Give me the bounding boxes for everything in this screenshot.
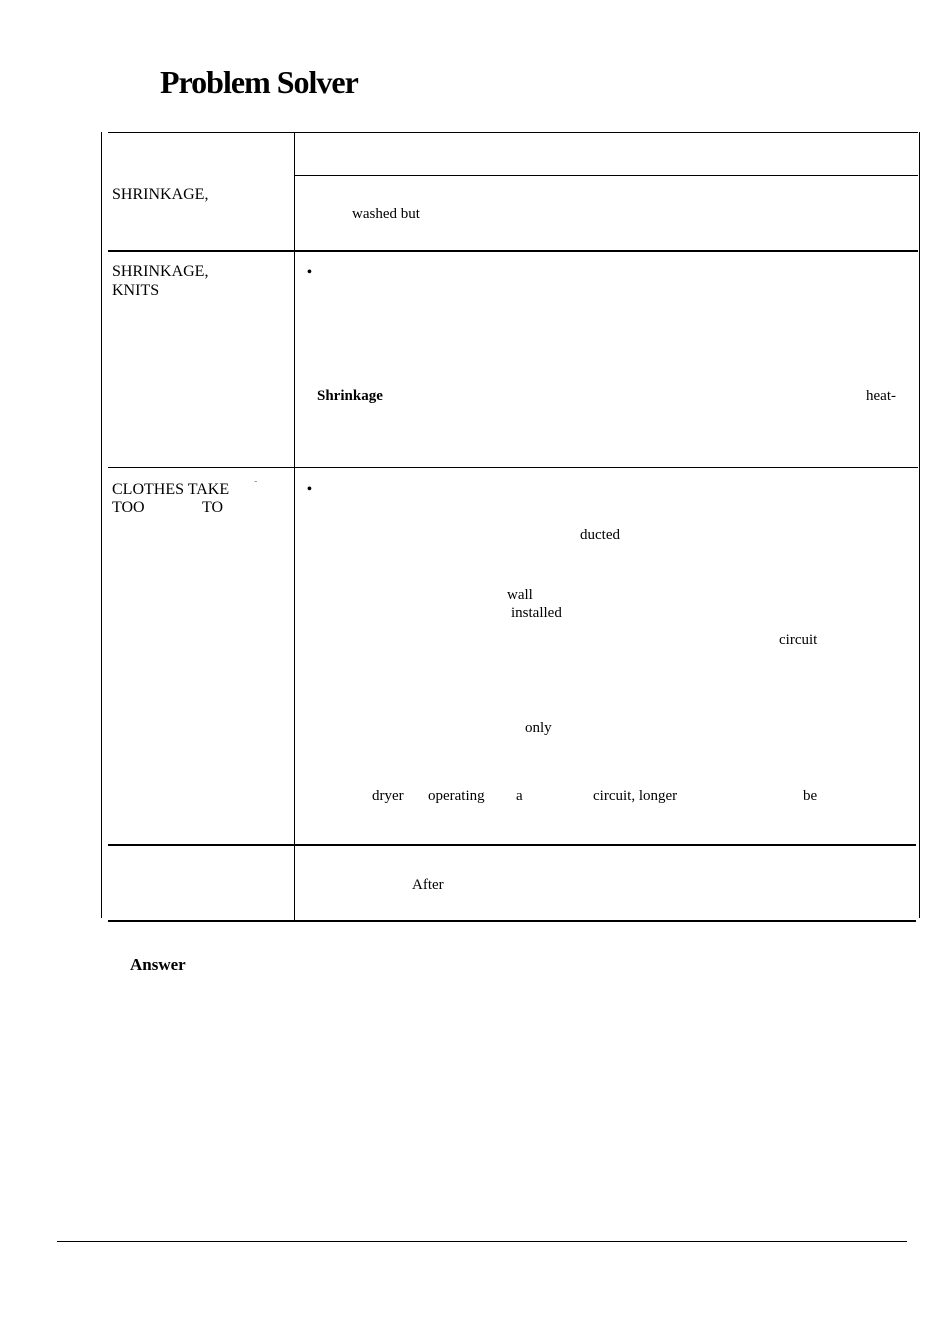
answer-label: Answer: [130, 955, 186, 974]
problem-label: SHRINKAGE,: [112, 263, 209, 280]
cause-fragment: wall: [507, 587, 533, 603]
page-bottom-rule: [57, 1241, 907, 1242]
cause-fragment: dryer: [372, 788, 404, 804]
cause-fragment: Shrinkage: [317, 388, 383, 404]
cause-fragment: only: [525, 720, 552, 736]
stray-mark: -: [254, 476, 258, 487]
table-header-divider: [294, 175, 918, 176]
cause-fragment: a: [516, 788, 523, 804]
cause-fragment: be: [803, 788, 818, 804]
problem-label: SHRINKAGE,: [112, 186, 209, 203]
table-bottom-border: [108, 920, 916, 922]
table-left-border: [101, 132, 102, 918]
problem-label: KNITS: [112, 282, 160, 299]
row-divider-1: [108, 250, 918, 252]
cause-fragment: After: [412, 877, 444, 893]
bullet-icon: •: [307, 482, 312, 497]
cause-fragment: operating: [428, 788, 485, 804]
cause-fragment: washed but: [352, 206, 420, 222]
problem-label: CLOTHES TAKE: [112, 481, 230, 498]
cause-fragment: circuit, longer: [593, 788, 678, 804]
cause-fragment: circuit: [779, 632, 818, 648]
cause-fragment: installed: [511, 605, 562, 621]
problem-label: TOO: [112, 499, 145, 516]
cause-fragment: ducted: [580, 527, 620, 543]
row-divider-2: [108, 467, 918, 468]
problem-label: TO: [202, 499, 224, 516]
cause-fragment: heat-: [866, 388, 896, 404]
bullet-icon: •: [307, 265, 312, 280]
row-divider-3: [108, 844, 916, 846]
page-title: Problem Solver: [160, 64, 358, 100]
table-top-border: [108, 132, 918, 133]
table-right-border: [919, 132, 920, 918]
